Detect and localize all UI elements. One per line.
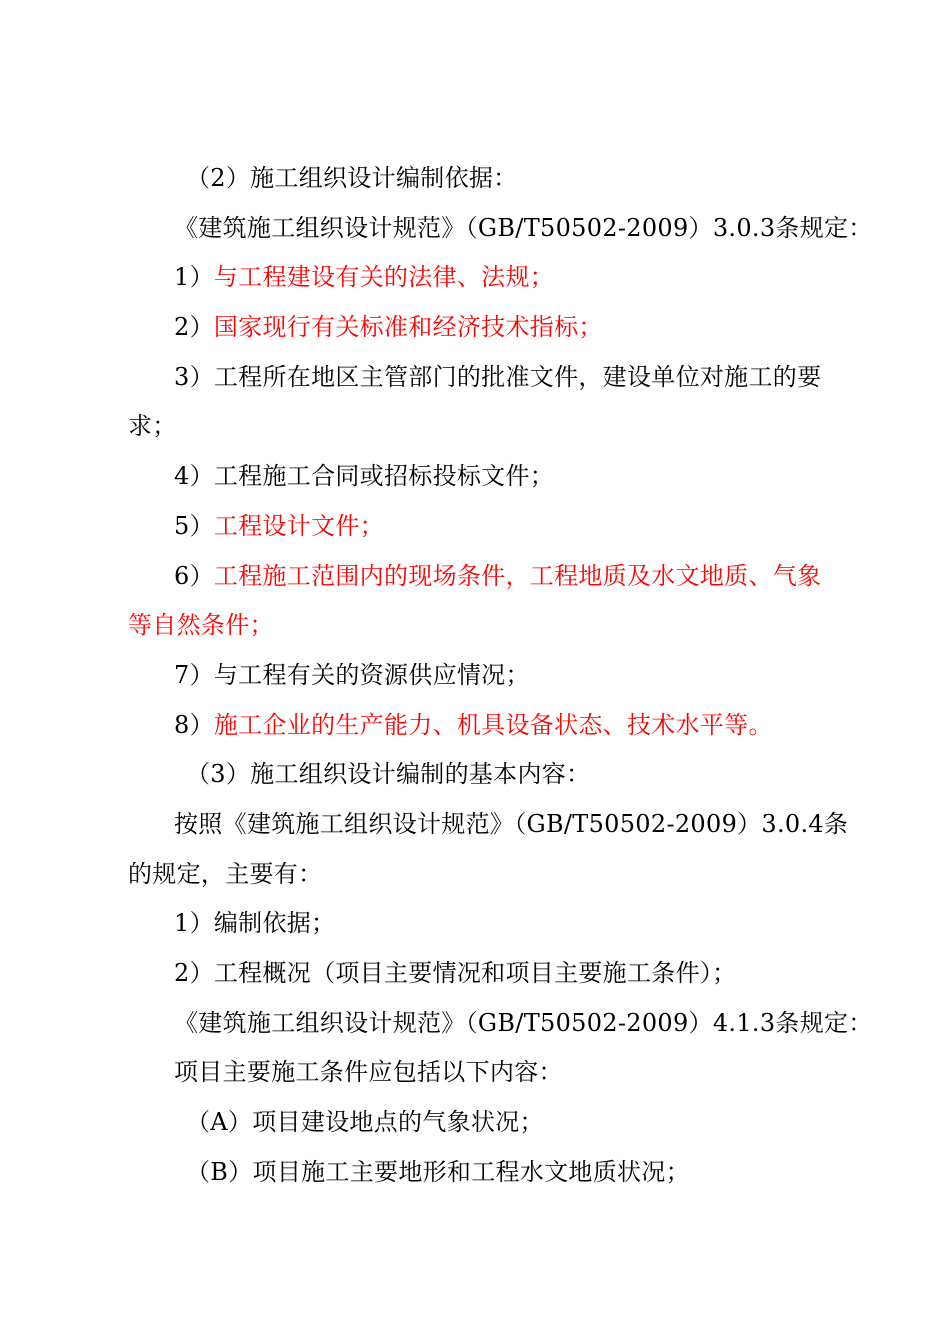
condition-item-a: （A）项目建设地点的气象状况；: [186, 1108, 544, 1137]
list-item-5: [128, 502, 868, 552]
list-item-4: 4）工程施工合同或招标投标文件；: [174, 462, 555, 491]
list-number: 8）: [174, 710, 214, 739]
section-heading-basis: （2）施工组织设计编制依据：: [186, 164, 518, 192]
list-item-2: [128, 303, 868, 353]
list-item-3-continued: 求；: [128, 412, 177, 441]
list-item-6: [128, 552, 868, 602]
highlighted-text: 工程设计文件；: [213, 511, 384, 540]
content-item-1: 1）编制依据；: [174, 909, 336, 938]
paragraph-line: 《建筑施工组织设计规范》（GB/T50502-2009）4.1.3条规定：: [174, 1008, 873, 1037]
highlighted-text: 国家现行有关标准和经济技术指标；: [213, 313, 603, 342]
section-heading-content: （3）施工组织设计编制的基本内容：: [186, 760, 591, 789]
content-item-2: 2）工程概况（项目主要情况和项目主要施工条件）；: [174, 959, 737, 987]
paragraph-line-continued: 的规定，主要有：: [128, 859, 323, 888]
list-item-3: 3）工程所在地区主管部门的批准文件，建设单位对施工的要: [174, 362, 822, 391]
paragraph-line: 《建筑施工组织设计规范》（GB/T50502-2009）3.0.3条规定：: [174, 213, 873, 242]
list-number: 2）: [174, 313, 214, 342]
document-body: [128, 154, 873, 1197]
list-number: 1）: [174, 263, 214, 292]
list-item-8: [128, 701, 868, 751]
list-item-6-continued: 等自然条件；: [128, 611, 274, 640]
list-number: 5）: [174, 511, 214, 540]
highlighted-text: 工程施工范围内的现场条件，工程地质及水文地质、气象: [213, 561, 822, 590]
list-item-7: 7）与工程有关的资源供应情况；: [174, 660, 530, 689]
list-number: 6）: [174, 561, 214, 590]
condition-item-b: （B）项目施工主要地形和工程水文地质状况；: [186, 1157, 690, 1186]
paragraph-line: 按照《建筑施工组织设计规范》（GB/T50502-2009）3.0.4条: [174, 809, 849, 838]
paragraph-line: 项目主要施工条件应包括以下内容：: [174, 1058, 563, 1087]
list-item-1: [128, 253, 868, 303]
highlighted-text: 与工程建设有关的法律、法规；: [213, 263, 555, 292]
highlighted-text: 施工企业的生产能力、机具设备状态、技术水平等。: [213, 710, 773, 739]
